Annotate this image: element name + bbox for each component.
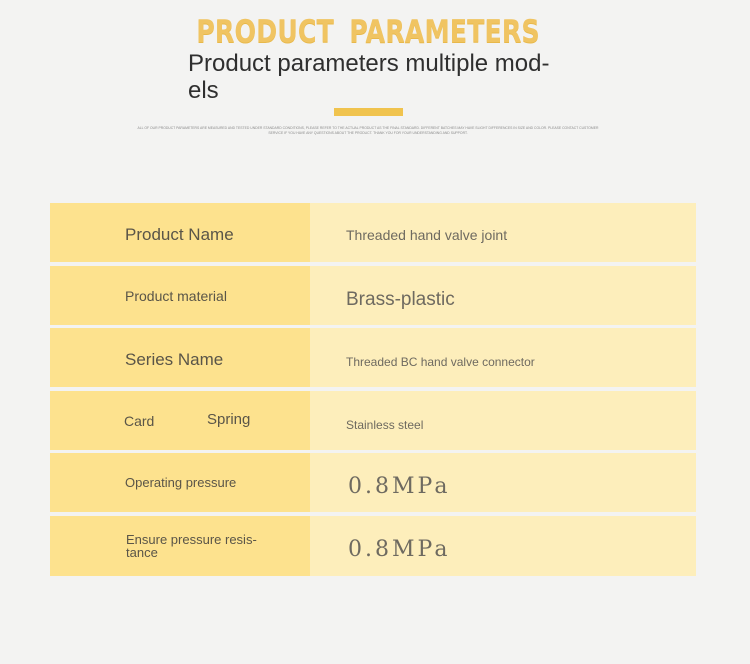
value-cell	[310, 516, 696, 576]
parameters-table	[50, 203, 696, 576]
param-value: 0.8MPa	[348, 474, 451, 499]
param-value: 0.8MPa	[348, 536, 451, 562]
page-subtitle: Product parameters multiple mod-els	[188, 50, 550, 104]
value-cell	[310, 266, 696, 325]
table-row	[50, 328, 696, 387]
accent-bar	[334, 108, 403, 116]
label-cell	[50, 328, 310, 387]
banner-title: PRODUCT PARAMETERS	[196, 14, 540, 50]
value-cell	[310, 203, 696, 262]
table-row	[50, 453, 696, 512]
param-value: Threaded BC hand valve connector	[346, 355, 535, 369]
value-cell	[310, 391, 696, 450]
label-cell	[50, 203, 310, 262]
table-row	[50, 266, 696, 325]
label-cell	[50, 391, 310, 450]
table-row	[50, 516, 696, 576]
param-value: Threaded hand valve joint	[346, 227, 508, 243]
param-label: Series Name	[125, 350, 224, 369]
param-label: Card	[124, 412, 155, 429]
table-row	[50, 203, 696, 262]
label-cell	[50, 266, 310, 325]
label-cell	[50, 453, 310, 512]
param-label: Product Name	[125, 225, 234, 244]
value-cell	[310, 328, 696, 387]
param-value: Brass-plastic	[346, 288, 455, 310]
fine-print: ALL OF OUR PRODUCT PARAMETERS ARE MEASURED AND TESTED UNDER STANDARD CONDITIONS, PLEASE REFER TO THE ACTUAL PRODUCT AS THE FINAL STANDARD. DIFFERENT BATCHES MAY HAVE SLIGHT DIFFERENCES IN SIZE AND COLOR. PLEASE CONTACT CUSTOMER SERVICE IF YOU HAVE ANY QUESTIONS ABOUT THE PRODUCT. THANK YOU FOR YOUR UNDERSTANDING AND SUPPORT.	[137, 126, 599, 135]
label-cell	[50, 516, 310, 576]
table-row	[50, 391, 696, 450]
param-label: Ensure pressure resis-tance	[126, 531, 257, 560]
param-label: Product material	[125, 287, 227, 304]
param-value: Stainless steel	[346, 417, 424, 432]
param-label-extra: Spring	[207, 410, 251, 428]
value-cell	[310, 453, 696, 512]
param-label: Operating pressure	[125, 475, 237, 490]
